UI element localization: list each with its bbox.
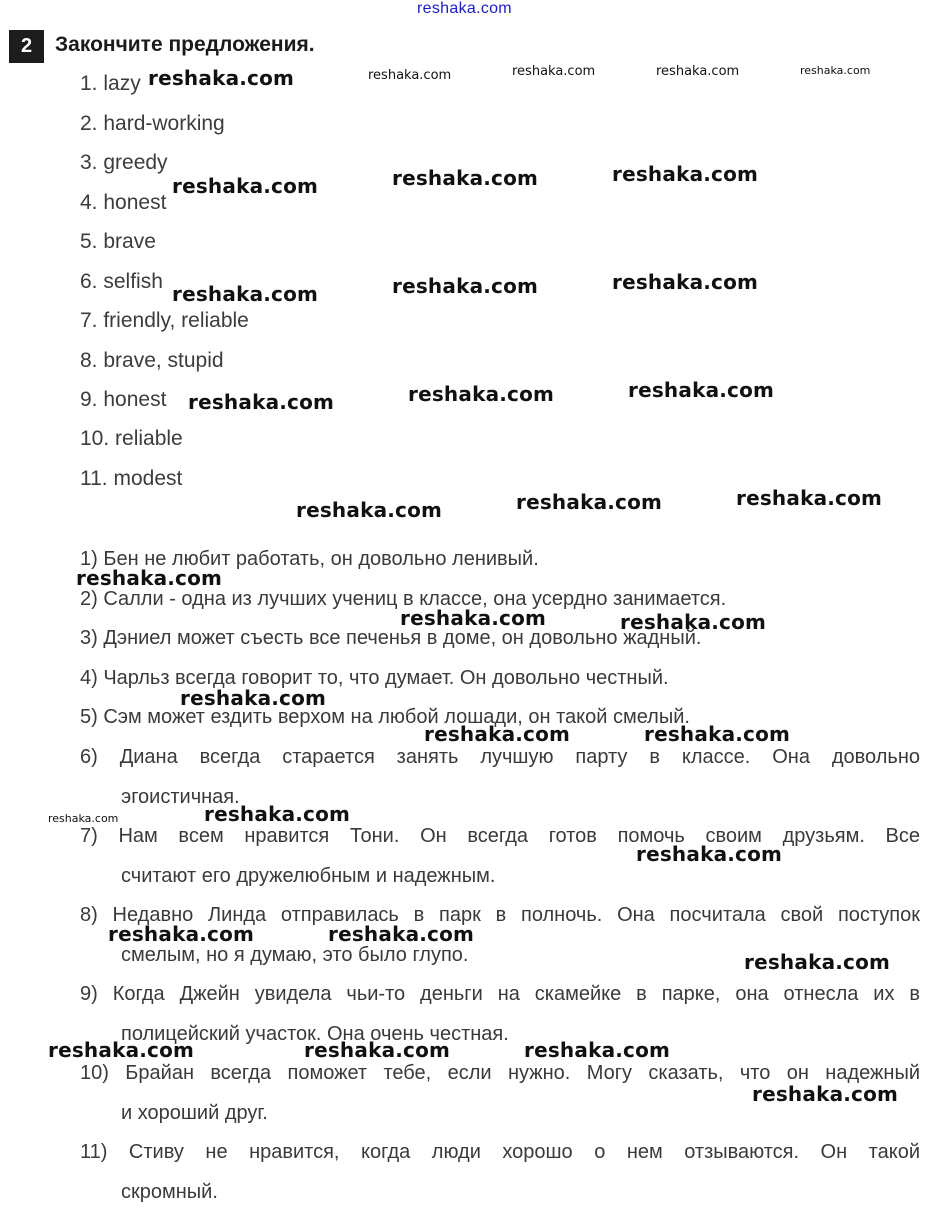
watermark: reshaka.com [736,486,883,510]
watermark: reshaka.com [400,606,547,630]
watermark: reshaka.com [328,922,475,946]
watermark: reshaka.com [744,950,891,974]
answer-item: 7. friendly, reliable [80,309,249,332]
sentence-continuation: смелым, но я думаю, это было глупо. [121,943,469,966]
sentence-text: 9) Когда Джейн увидела чьи-то деньги на скамейке в парке, она отнесла их в [80,983,920,1005]
sentence-text: 7) Нам всем нравится Тони. Он всегда готов помочь своим друзьям. Все [80,825,920,847]
watermark: reshaka.com [296,498,443,522]
sentence-text: 4) Чарльз всегда говорит то, что думает. Он довольно честный. [80,667,669,689]
watermark: reshaka.com [424,722,571,746]
sentence-continuation: считают его дружелюбным и надежным. [121,864,496,887]
sentence-text: 5) Сэм может ездить верхом на любой лошади, он такой смелый. [80,706,690,728]
watermark: reshaka.com [612,162,759,186]
watermark: reshaka.com [392,166,539,190]
watermark: reshaka.com [172,174,319,198]
watermark: reshaka.com [148,66,295,90]
site-watermark-top: reshaka.com [417,0,512,17]
sentence-text: 1) Бен не любит работать, он довольно ленивый. [80,548,539,570]
sentence-11 [80,1133,920,1212]
answer-item: 9. honest [80,388,167,411]
watermark: reshaka.com [188,390,335,414]
sentence-9 [80,975,920,1054]
answer-item: 4. honest [80,191,167,214]
watermark: reshaka.com [516,490,663,514]
answer-item: 10. reliable [80,427,183,450]
watermark: reshaka.com [408,382,555,406]
answer-item: 5. brave [80,230,156,253]
answer-item: 1. lazy [80,72,141,95]
sentence-continuation: скромный. [121,1180,218,1203]
sentence-continuation: и хороший друг. [121,1101,268,1124]
watermark: reshaka.com [180,686,327,710]
answer-item: 2. hard-working [80,112,225,135]
answer-item: 11. modest [80,467,183,490]
watermark: reshaka.com [108,922,255,946]
sentence-text: 8) Недавно Линда отправилась в парк в полночь. Она посчитала свой поступок [80,904,920,926]
watermark: reshaka.com [800,64,871,77]
task-title: Закончите предложения. [55,33,315,56]
task-number-badge: 2 [9,30,44,63]
watermark: reshaka.com [628,378,775,402]
watermark: reshaka.com [620,610,767,634]
sentence-text: 2) Салли - одна из лучших учениц в классе, она усердно занимается. [80,588,727,610]
watermark: reshaka.com [612,270,759,294]
sentence-text: 6) Диана всегда старается занять лучшую парту в классе. Она довольно [80,746,920,768]
watermark: reshaka.com [644,722,791,746]
watermark: reshaka.com [204,802,351,826]
sentence-text: 10) Брайан всегда поможет тебе, если нужно. Могу сказать, что он надежный [80,1062,920,1084]
answer-item: 8. brave, stupid [80,349,224,372]
answer-item: 6. selfish [80,270,163,293]
watermark: reshaka.com [76,566,223,590]
answer-item: 3. greedy [80,151,168,174]
sentence-continuation: эгоистичная. [121,785,240,808]
watermark: reshaka.com [48,812,119,825]
watermark: reshaka.com [48,1038,195,1062]
watermark: reshaka.com [392,274,539,298]
sentence-text: 11) Стиву не нравится, когда люди хорошо о нем отзываются. Он такой [80,1141,920,1163]
watermark: reshaka.com [636,842,783,866]
watermark: reshaka.com [752,1082,899,1106]
sentence-7 [80,817,920,896]
watermark: reshaka.com [512,64,596,79]
watermark: reshaka.com [172,282,319,306]
sentence-continuation: полицейский участок. Она очень честная. [121,1022,509,1045]
watermark: reshaka.com [656,64,740,79]
watermark: reshaka.com [524,1038,671,1062]
sentence-text: 3) Дэниел может съесть все печенья в доме, он довольно жадный. [80,627,702,649]
watermark: reshaka.com [304,1038,451,1062]
watermark: reshaka.com [368,68,452,83]
